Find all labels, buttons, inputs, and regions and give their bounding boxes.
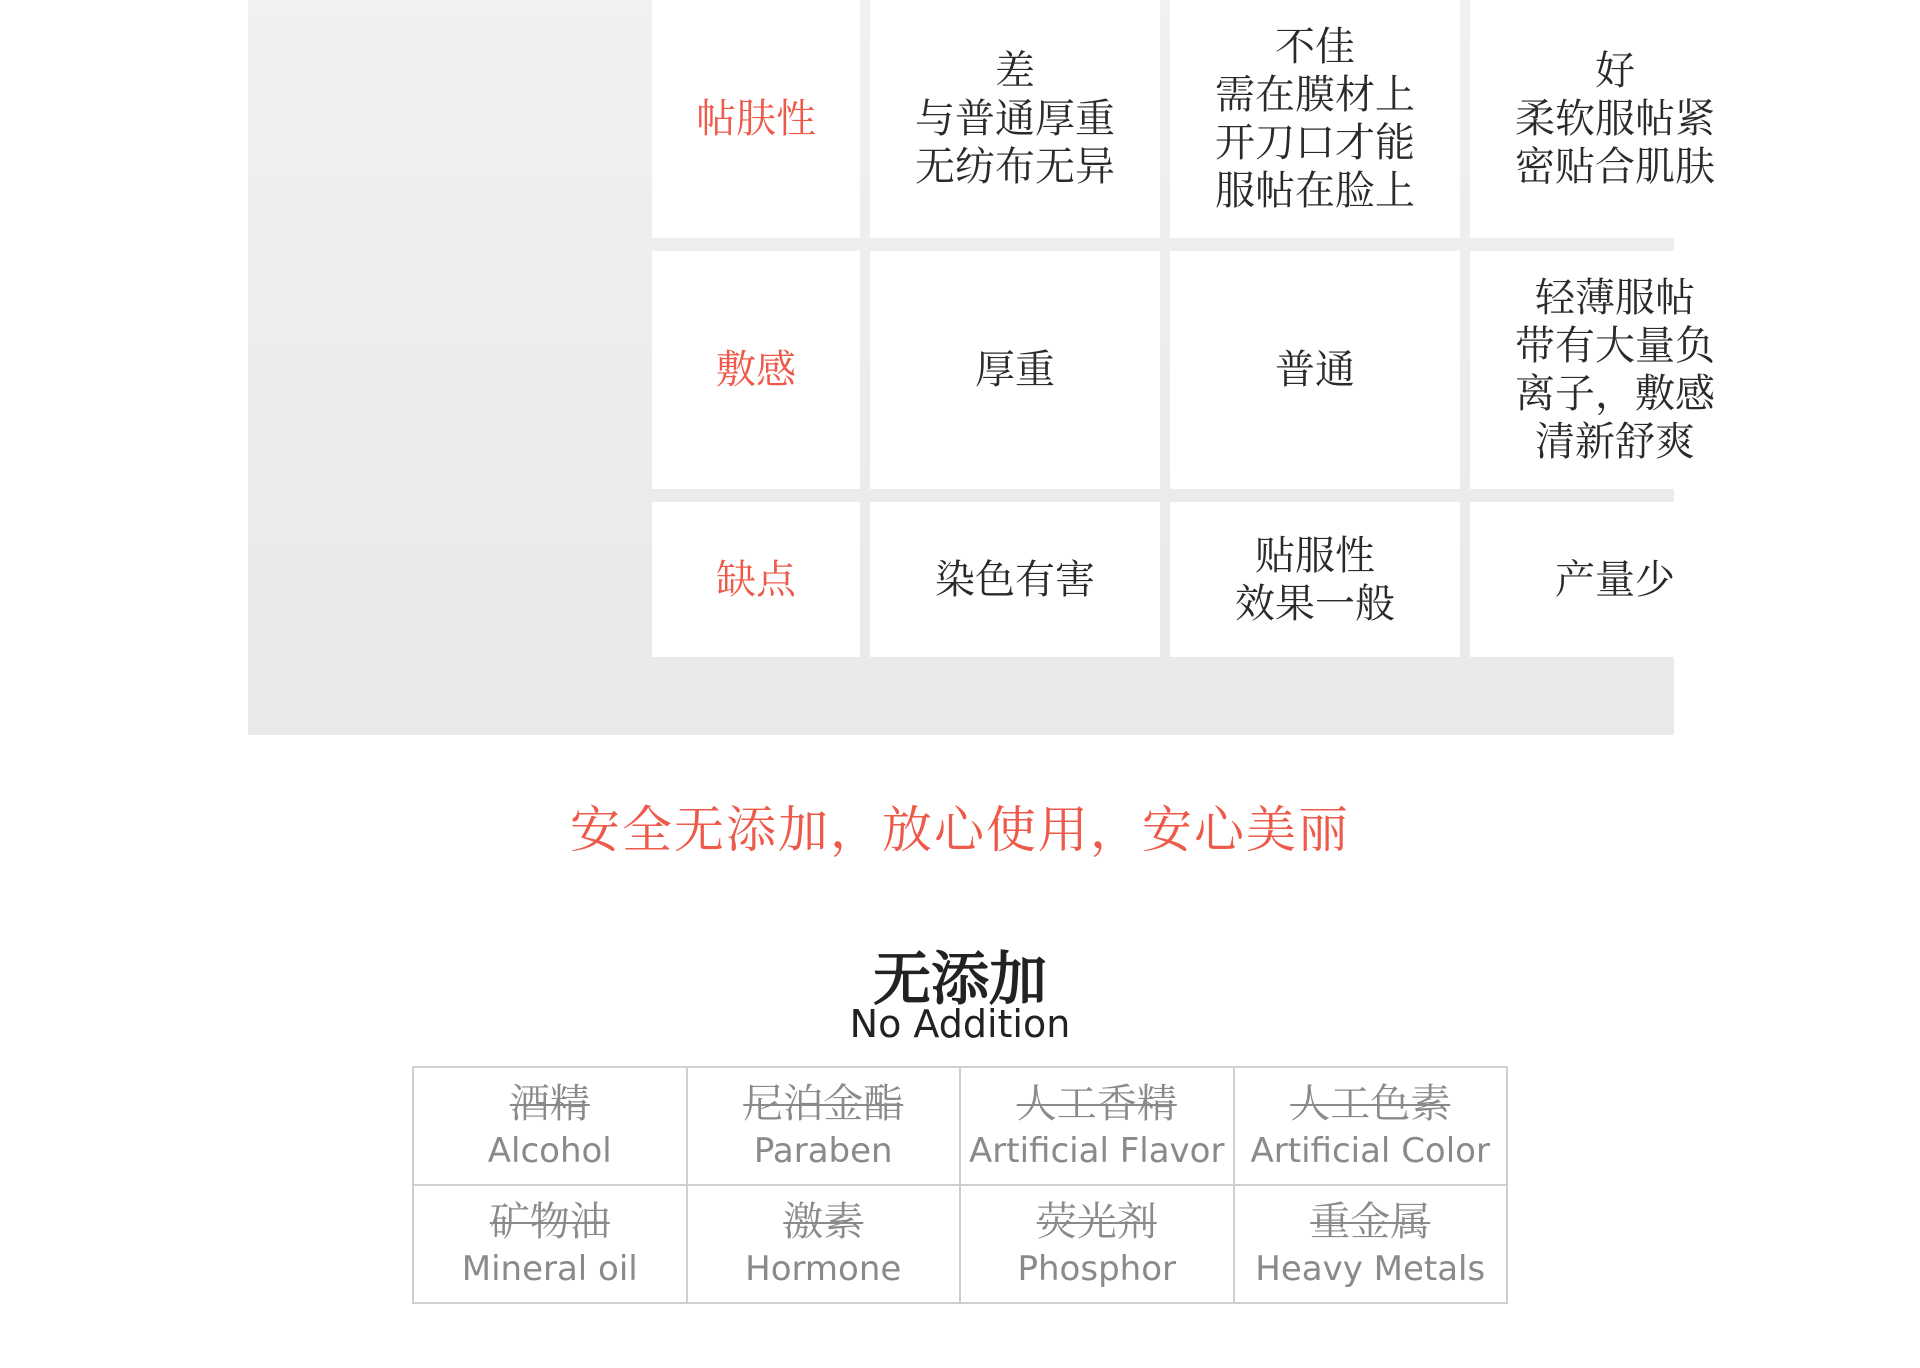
cell-fit-col1: 差 与普通厚重 无纺布无异 bbox=[870, 0, 1160, 238]
cell-fit-col3: 好 柔软服帖紧 密贴合肌肤 bbox=[1470, 0, 1760, 238]
item-en: Paraben bbox=[753, 1131, 893, 1171]
item-en: Mineral oil bbox=[461, 1249, 638, 1289]
cell-drawback-col3: 产量少 bbox=[1470, 502, 1760, 657]
no-addition-item-paraben bbox=[688, 1068, 962, 1186]
row-label-feel: 敷感 bbox=[652, 251, 860, 489]
item-zh: 矿物油 bbox=[489, 1199, 610, 1245]
no-addition-title: 无添加 bbox=[872, 945, 1047, 1013]
cell-drawback-col2: 贴服性 效果一般 bbox=[1170, 502, 1460, 657]
row-label-drawback: 缺点 bbox=[652, 502, 860, 657]
item-en: Alcohol bbox=[487, 1131, 612, 1171]
cell-feel-col2: 普通 bbox=[1170, 251, 1460, 489]
no-addition-item-hormone bbox=[688, 1186, 962, 1304]
item-en: Heavy Metals bbox=[1255, 1249, 1486, 1289]
cell-feel-col3: 轻薄服帖 带有大量负 离子，敷感 清新舒爽 bbox=[1470, 251, 1760, 489]
cell-fit-col2: 不佳 需在膜材上 开刀口才能 服帖在脸上 bbox=[1170, 0, 1460, 238]
item-zh: 尼泊金酯 bbox=[743, 1081, 904, 1127]
row-label-fit: 帖肤性 bbox=[652, 0, 860, 238]
item-zh: 酒精 bbox=[509, 1081, 590, 1127]
comparison-panel bbox=[248, 0, 1715, 735]
item-en: Artificial Color bbox=[1250, 1131, 1490, 1171]
item-zh: 激素 bbox=[783, 1199, 864, 1245]
no-addition-item-phosphor bbox=[961, 1186, 1235, 1304]
no-addition-item-mineral-oil bbox=[414, 1186, 688, 1304]
no-addition-item-heavy-metals bbox=[1235, 1186, 1509, 1304]
no-addition-item-artificial-flavor bbox=[961, 1068, 1235, 1186]
no-addition-table bbox=[412, 1066, 1508, 1304]
no-addition-item-alcohol bbox=[414, 1068, 688, 1186]
comparison-table bbox=[652, 0, 1760, 657]
cell-drawback-col1: 染色有害 bbox=[870, 502, 1160, 657]
no-addition-subtitle: No Addition bbox=[849, 1002, 1071, 1046]
item-en: Hormone bbox=[745, 1249, 902, 1289]
slogan: 安全无添加，放心使用，安心美丽 bbox=[570, 801, 1350, 859]
item-en: Phosphor bbox=[1017, 1249, 1176, 1289]
cell-feel-col1: 厚重 bbox=[870, 251, 1160, 489]
item-zh: 荧光剂 bbox=[1036, 1199, 1157, 1245]
no-addition-item-artificial-color bbox=[1235, 1068, 1509, 1186]
item-en: Artificial Flavor bbox=[969, 1131, 1225, 1171]
item-zh: 重金属 bbox=[1310, 1199, 1431, 1245]
item-zh: 人工香精 bbox=[1016, 1081, 1177, 1127]
item-zh: 人工色素 bbox=[1290, 1081, 1451, 1127]
